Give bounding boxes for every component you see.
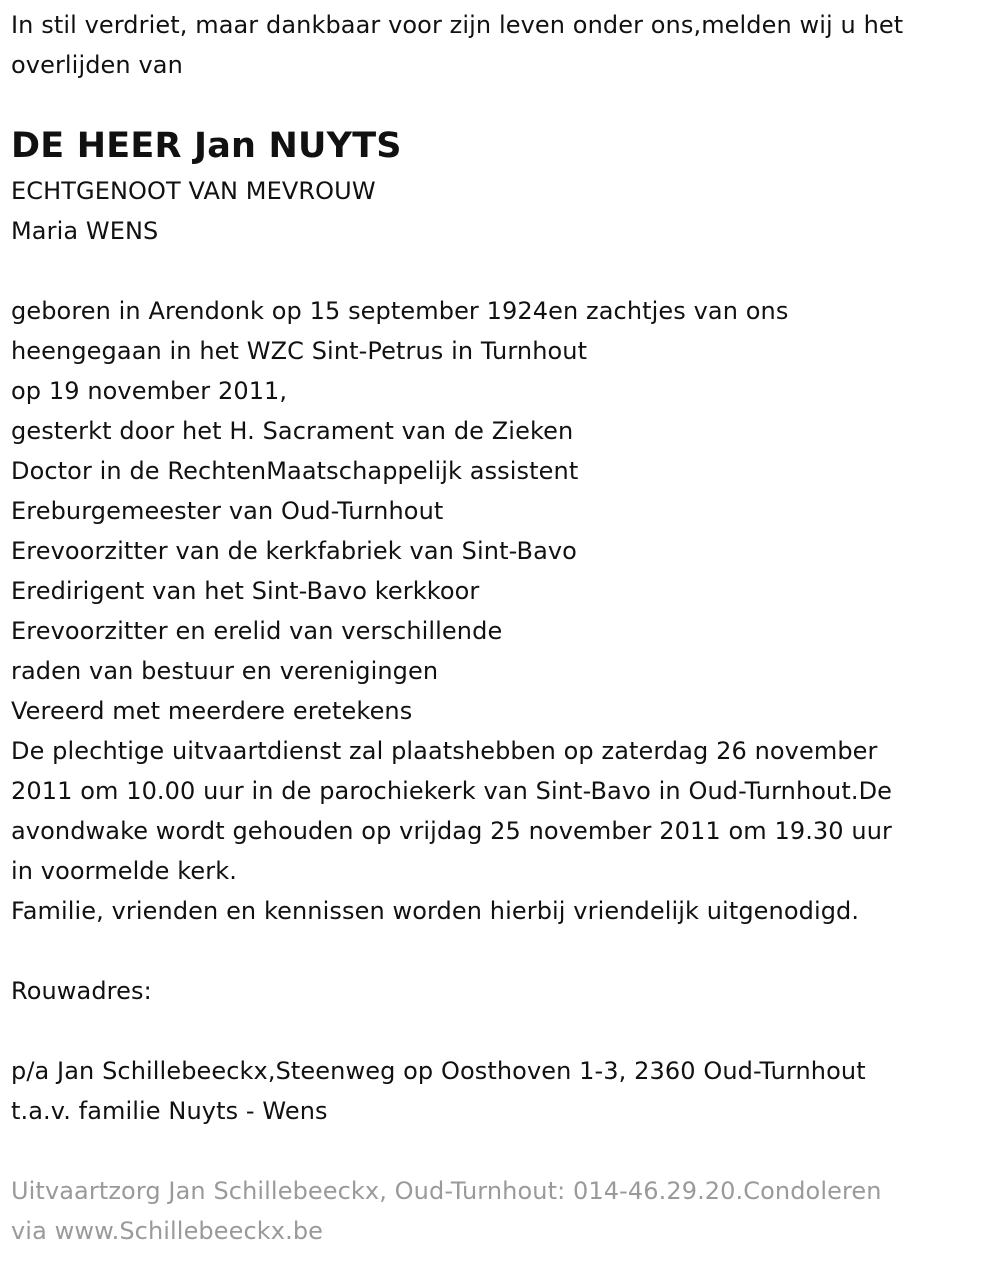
body-line: Erevoorzitter van de kerkfabriek van Sint-Bavo: [11, 537, 577, 565]
address-line: t.a.v. familie Nuyts - Wens: [11, 1097, 328, 1125]
deceased-name: DE HEER Jan NUYTS: [11, 126, 402, 166]
body-line: Erevoorzitter en erelid van verschillende: [11, 617, 503, 645]
body-line: geboren in Arendonk op 15 september 1924en zachtjes van ons: [11, 297, 789, 325]
body-line: De plechtige uitvaartdienst zal plaatshebben op zaterdag 26 november: [11, 737, 878, 765]
body-line: Doctor in de RechtenMaatschappelijk assistent: [11, 457, 579, 485]
intro-line: overlijden van: [11, 51, 183, 79]
body-line: gesterkt door het H. Sacrament van de Zieken: [11, 417, 574, 445]
spacer: [11, 931, 990, 971]
spouse-name: Maria WENS: [11, 217, 159, 245]
body-line: avondwake wordt gehouden op vrijdag 25 november 2011 om 19.30 uur: [11, 817, 892, 845]
body-line: heengegaan in het WZC Sint-Petrus in Turnhout: [11, 337, 588, 365]
spacer: [11, 1011, 990, 1051]
body-line: raden van bestuur en verenigingen: [11, 657, 439, 685]
address-label: Rouwadres:: [11, 977, 152, 1005]
intro-line: In stil verdriet, maar dankbaar voor zijn leven onder ons,melden wij u het: [11, 11, 904, 39]
body-line: Vereerd met meerdere eretekens: [11, 697, 413, 725]
spouse-title: ECHTGENOOT VAN MEVROUW: [11, 177, 376, 205]
body-line: Ereburgemeester van Oud-Turnhout: [11, 497, 444, 525]
intro-text: [11, 5, 990, 85]
address-line: p/a Jan Schillebeeckx,Steenweg op Oosthoven 1-3, 2360 Oud-Turnhout: [11, 1057, 866, 1085]
footer-line: via www.Schillebeeckx.be: [11, 1217, 324, 1245]
body-line: op 19 november 2011,: [11, 377, 288, 405]
footer-line: Uitvaartzorg Jan Schillebeeckx, Oud-Turnhout: 014-46.29.20.Condoleren: [11, 1177, 882, 1205]
spacer: [11, 251, 990, 291]
body-line: 2011 om 10.00 uur in de parochiekerk van Sint-Bavo in Oud-Turnhout.De: [11, 777, 893, 805]
funeral-home-footer: [11, 1171, 990, 1251]
obituary-body: [11, 291, 990, 931]
body-line: Eredirigent van het Sint-Bavo kerkkoor: [11, 577, 480, 605]
mourning-address: [11, 1051, 990, 1131]
body-line: Familie, vrienden en kennissen worden hierbij vriendelijk uitgenodigd.: [11, 897, 860, 925]
body-line: in voormelde kerk.: [11, 857, 237, 885]
